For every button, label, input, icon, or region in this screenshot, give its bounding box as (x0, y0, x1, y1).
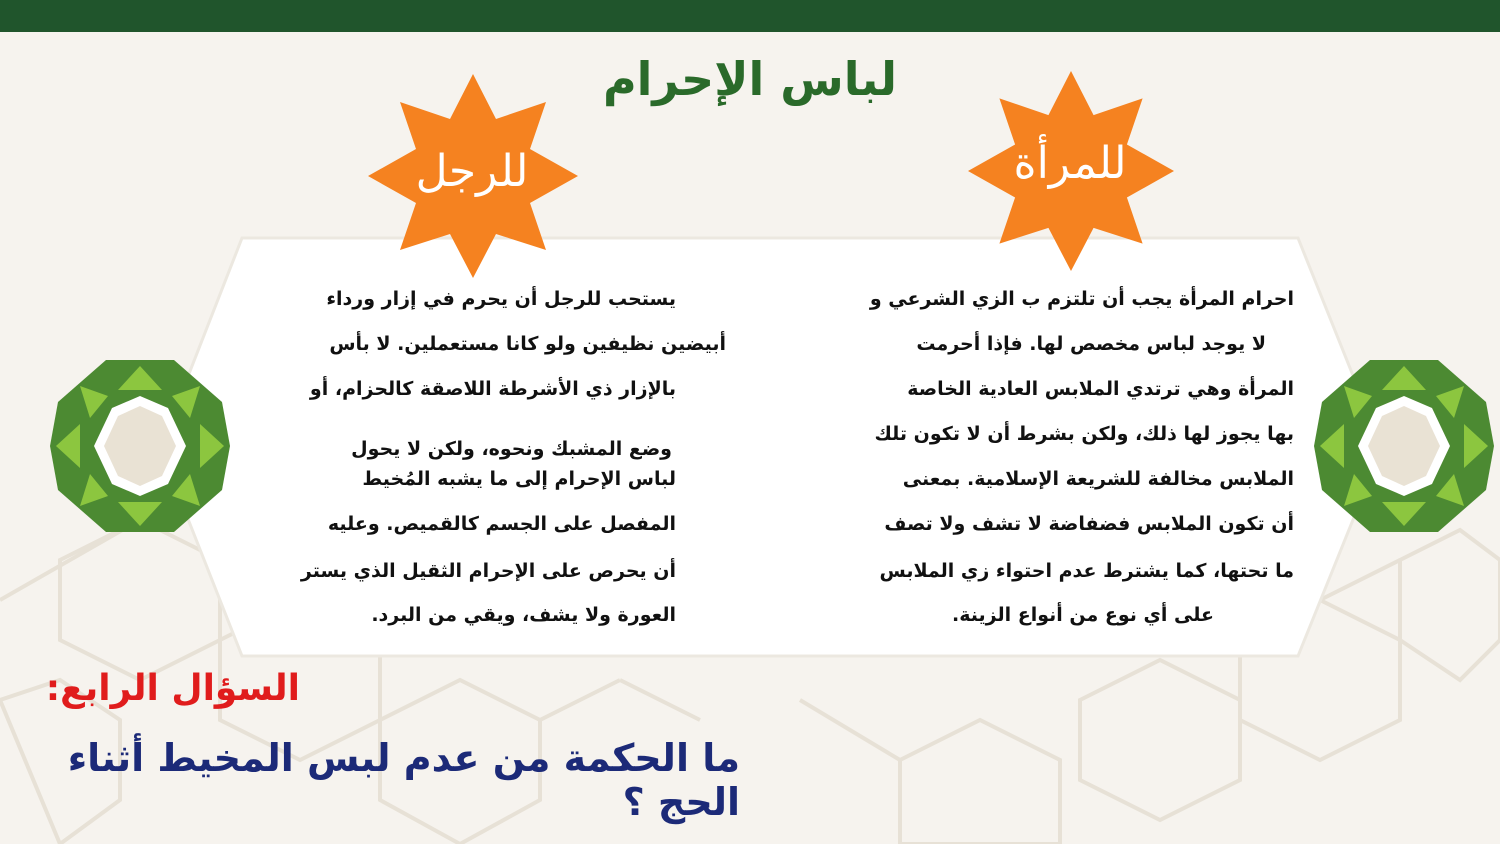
question-label: السؤال الرابع: (45, 668, 300, 709)
question-text: ما الحكمة من عدم لبس المخيط أثناء الحج ؟ (67, 736, 740, 824)
women-line: المرأة وهي ترتدي الملابس العادية الخاصة (907, 378, 1294, 400)
men-line: بالإزار ذي الأشرطة اللاصقة كالحزام، أو (309, 378, 676, 400)
men-heading: للرجل (415, 146, 529, 197)
women-line: أن تكون الملابس فضفاضة لا تشف ولا تصف (884, 513, 1294, 535)
left-medallion-ornament (50, 360, 230, 532)
men-line: يستحب للرجل أن يحرم في إزار ورداء (326, 288, 676, 310)
women-heading: للمرأة (1013, 138, 1127, 189)
men-line: العورة ولا يشف، ويقي من البرد. (371, 604, 676, 626)
page-title: لباس الإحرام (602, 52, 898, 106)
right-medallion-ornament (1314, 360, 1494, 532)
women-line: على أي نوع من أنواع الزينة. (952, 604, 1214, 626)
men-line: المفصل على الجسم كالقميص. وعليه (327, 513, 676, 535)
women-line: الملابس مخالفة للشريعة الإسلامية. بمعنى (902, 468, 1294, 490)
women-line: لا يوجد لباس مخصص لها. فإذا أحرمت (916, 333, 1266, 355)
men-line: أن يحرص على الإحرام الثقيل الذي يستر (300, 560, 676, 582)
men-line: وضع المشبك ونحوه، ولكن لا يحول (351, 438, 672, 460)
women-line: احرام المرأة يجب أن تلتزم ب الزي الشرعي و (869, 288, 1294, 310)
women-line: ما تحتها، كما يشترط عدم احتواء زي الملابس (879, 560, 1294, 582)
women-line: بها يجوز لها ذلك، ولكن بشرط أن لا تكون تلك (874, 423, 1294, 445)
men-line: لباس الإحرام إلى ما يشبه المُخيط (362, 468, 676, 490)
men-line: أبيضين نظيفين ولو كانا مستعملين. لا بأس (329, 333, 726, 355)
